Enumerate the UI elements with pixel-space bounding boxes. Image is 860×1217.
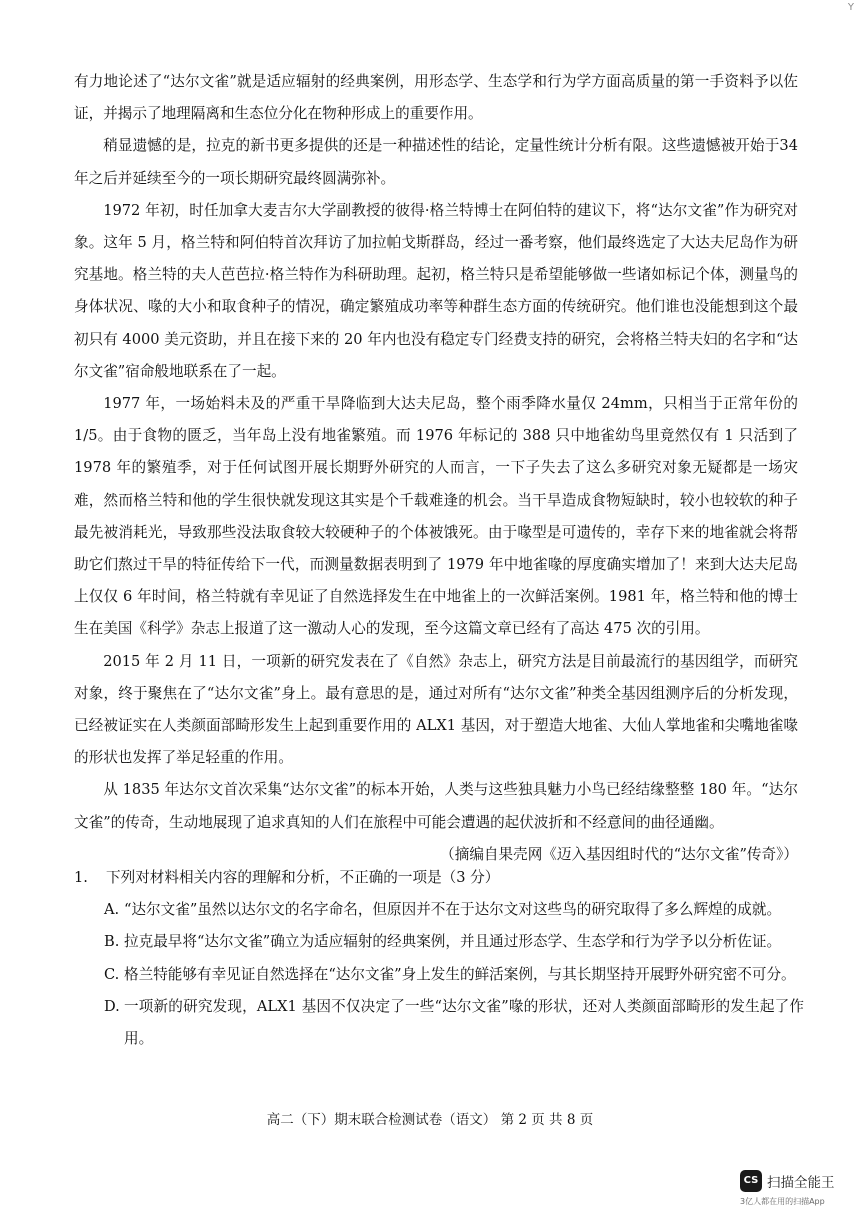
option-letter: D. [104,997,120,1015]
question-text: 下列对材料相关内容的理解和分析，不正确的一项是（3 分） [106,869,500,886]
camscanner-logo-icon: CS [740,1170,762,1192]
option-a [104,894,804,926]
option-text: 拉克最早将“达尔文雀”确立为适应辐射的经典案例，并且通过形态学、生态学和行为学予以分析佐证。 [124,933,782,951]
option-d [104,991,804,1055]
option-letter: A. [104,901,120,919]
paragraph: 从 1835 年达尔文首次采集“达尔文雀”的标本开始，人类与这些独具魅力小鸟已经结缘整整 180 年。“达尔文雀”的传奇，生动地展现了追求真知的人们在旅程中可能会遭遇的起伏波折和不经意间的曲径通幽。 [74,781,798,831]
source-citation: （摘编自果壳网《迈入基因组时代的“达尔文雀”传奇》） [440,845,798,863]
scanner-watermark [740,1166,856,1210]
paragraph: 1972 年初，时任加拿大麦吉尔大学副教授的彼得·格兰特博士在阿伯特的建议下，将“达尔文雀”作为研究对象。这年 5 月，格兰特和阿伯特首次拜访了加拉帕戈斯群岛，经过一番考察，他们最终选定了大达夫尼岛作为研究基地。格兰特的夫人芭芭拉·格兰特作为科研助理。起初，格兰特只是希望能够做一些诸如标记个体，测量鸟的身体状况、喙的大小和取食种子的情况，确定繁殖成功率等种群生态方面的传统研究。他们谁也没能想到这个最初只有 4000 美元资助，并且在接下来的 20 年内也没有稳定专门经费支持的研究，会将格兰特夫妇的名字和“达尔文雀”宿命般地联系在了一起。 [74,201,798,380]
option-text: 一项新的研究发现，ALX1 基因不仅决定了一些“达尔文雀”喙的形状，还对人类颜面部畸形的发生起了作用。 [124,997,804,1048]
reading-passage [74,66,798,871]
option-b [104,926,804,958]
option-letter: C. [104,965,120,983]
paragraph: 2015 年 2 月 11 日，一项新的研究发表在了《自然》杂志上，研究方法是目前最流行的基因组学，而研究对象，终于聚焦在了“达尔文雀”身上。最有意思的是，通过对所有“达尔文雀”种类全基因组测序后的分析发现，已经被证实在人类颜面部畸形发生上起到重要作用的 ALX1 基因，对于塑造大地雀、大仙人掌地雀和尖嘴地雀喙的形状也发挥了举足轻重的作用。 [74,652,798,767]
watermark-tagline: 3亿人都在用的扫描App [740,1197,825,1206]
option-c [104,959,804,991]
option-text: “达尔文雀”虽然以达尔文的名字命名，但原因并不在于达尔文对这些鸟的研究取得了多么辉煌的成就。 [124,901,782,919]
option-text: 格兰特能够有幸见证自然选择在“达尔文雀”身上发生的鲜活案例，与其长期坚持开展野外研究密不可分。 [124,965,796,983]
question-stem [74,862,804,894]
question-number: 1. [74,869,88,886]
question-block [74,862,804,1055]
option-letter: B. [104,933,120,951]
paragraph: 稍显遗憾的是，拉克的新书更多提供的还是一种描述性的结论，定量性统计分析有限。这些遗憾被开始于34年之后并延续至今的一项长期研究最终圆满弥补。 [74,137,798,187]
paragraph: 1977 年，一场始料未及的严重干旱降临到大达夫尼岛，整个雨季降水量仅 24mm，只相当于正常年份的 1/5。由于食物的匮乏，当年岛上没有地雀繁殖。而 1976 年标记的 388 只中地雀幼鸟里竟然仅有 1 只活到了 1978 年的繁殖季，对于任何试图开展长期野外研究的人而言，一下子失去了这么多研究对象无疑都是一场灾难，然而格兰特和他的学生很快就发现这其实是个千载难逢的机会。当干旱造成食物短缺时，较小也较软的种子最先被消耗光，导致那些没法取食较大较硬种子的个体被饿死。由于喙型是可遗传的，幸存下来的地雀就会将帮助它们熬过干旱的特征传给下一代，而测量数据表明到了 1979 年中地雀喙的厚度确实增加了！来到大达夫尼岛上仅仅 6 年时间，格兰特就有幸见证了自然选择发生在中地雀上的一次鲜活案例。1981 年，格兰特和他的博士生在美国《科学》杂志上报道了这一激动人心的发现，至今这篇文章已经有了高达 475 次的引用。 [74,395,798,638]
watermark-name: 扫描全能王 [767,1175,835,1191]
page-footer: 高二（下）期末联合检测试卷（语文） 第 2 页 共 8 页 [266,1112,594,1128]
corner-mark: Y [847,2,854,13]
paragraph: 有力地论述了“达尔文雀”就是适应辐射的经典案例，用形态学、生态学和行为学方面高质量的第一手资料予以佐证，并揭示了地理隔离和生态位分化在物种形成上的重要作用。 [74,73,798,123]
